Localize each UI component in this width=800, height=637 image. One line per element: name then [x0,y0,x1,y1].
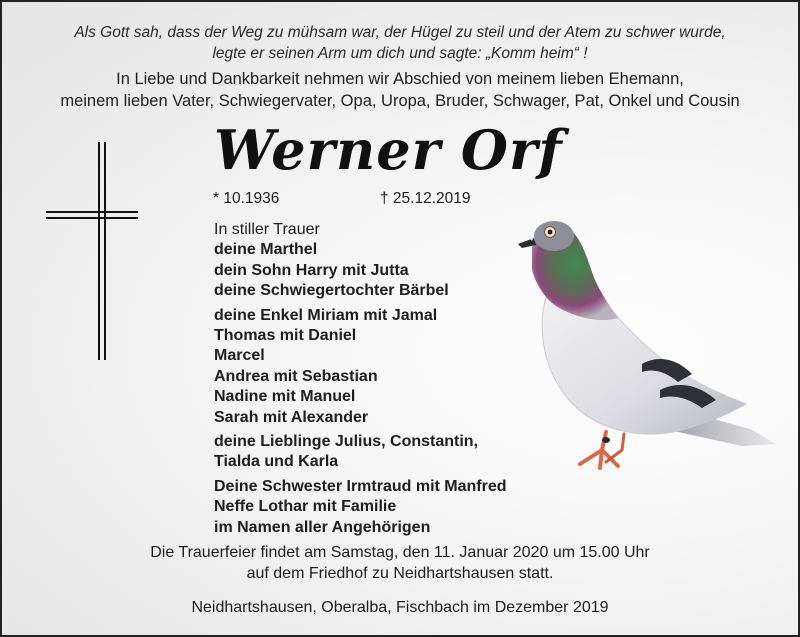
pigeon-illustration [510,214,780,489]
mourners-list [214,220,544,538]
mourner-line: Marcel [214,347,265,365]
intro-line-1: In Liebe und Dankbarkeit nehmen wir Abschied von meinem lieben Ehemann, [116,70,684,88]
deceased-name: Werner Orf [214,118,563,182]
funeral-line-2: auf dem Friedhof zu Neidhartshausen statt. [246,565,554,582]
mourner-line: Neffe Lothar mit Familie [214,498,397,516]
funeral-notice [2,542,798,584]
mourner-line: Thomas mit Daniel [214,327,357,345]
funeral-line-1: Die Trauerfeier findet am Samstag, den 11. Januar 2020 um 15.00 Uhr [150,544,650,561]
mourner-line: Andrea mit Sebastian [214,367,378,385]
mourner-line: Nadine mit Manuel [214,388,356,406]
mourner-line: deine Lieblinge Julius, Constantin, [214,433,479,451]
mourner-line: Tialda und Karla [214,453,339,471]
farewell-intro [2,68,798,112]
mourners-heading: In stiller Trauer [214,221,320,238]
memorial-quote [2,22,798,64]
death-date: † 25.12.2019 [380,190,471,207]
place-and-date: Neidhartshausen, Oberalba, Fischbach im Dezember 2019 [191,599,609,616]
quote-line-1: Als Gott sah, dass der Weg zu mühsam war, der Hügel zu steil und der Atem zu schwer wurde, [74,24,726,41]
birth-date: * 10.1936 [213,190,280,207]
cross-icon [46,140,146,370]
quote-line-2: legte er seinen Arm um dich und sagte: „Komm heim“ ! [212,45,588,62]
mourner-line: dein Sohn Harry mit Jutta [214,261,409,279]
mourner-line: deine Marthel [214,241,318,259]
intro-line-2: meinem lieben Vater, Schwiegervater, Opa, Uropa, Bruder, Schwager, Pat, Onkel und Cousin [60,92,740,110]
mourner-line: Deine Schwester Irmtraud mit Manfred [214,477,507,495]
mourner-line: deine Enkel Miriam mit Jamal [214,306,438,324]
mourner-line: deine Schwiegertochter Bärbel [214,282,449,300]
mourner-line: im Namen aller Angehörigen [214,518,431,536]
mourner-line: Sarah mit Alexander [214,408,369,426]
